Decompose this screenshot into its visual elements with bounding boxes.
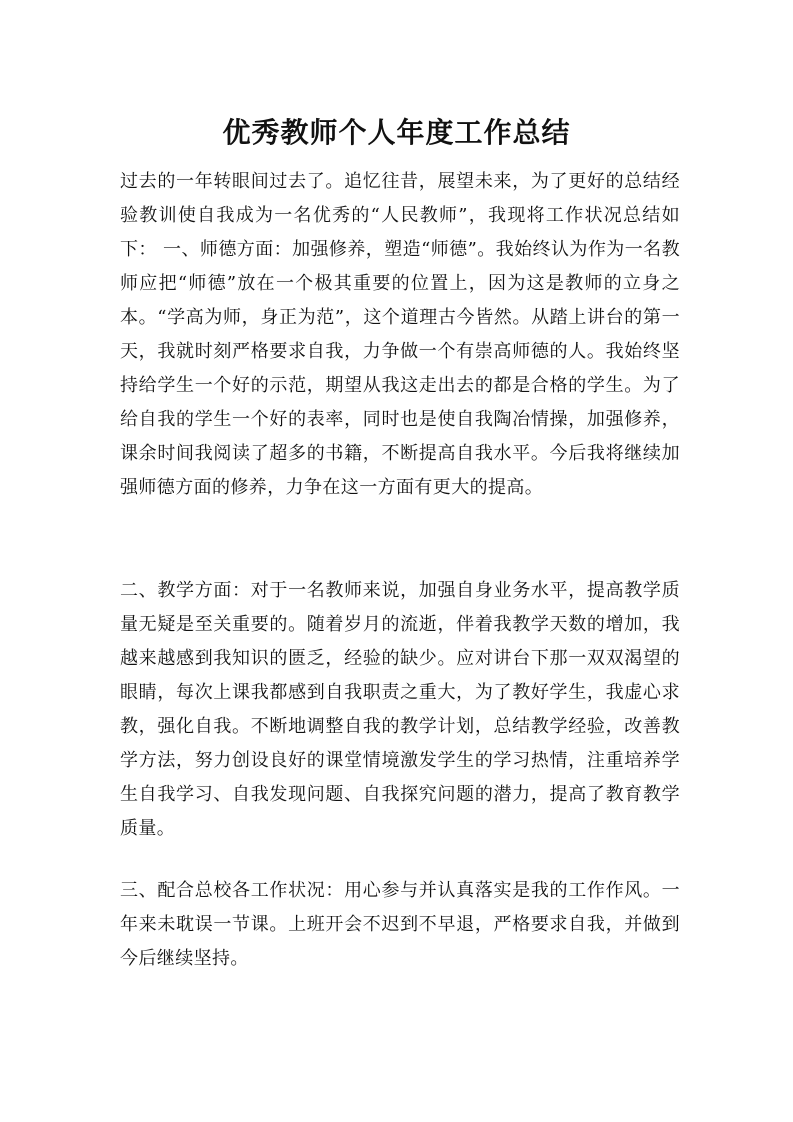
- paragraph-teaching: 二、教学方面：对于一名教师来说，加强自身业务水平，提高教学质量无疑是至关重要的。随着岁月的流逝，伴着我教学天数的增加，我越来越感到我知识的匮乏，经验的缺少。应对讲台下那一双双渴望的眼睛，每次上课我都感到自我职责之重大，为了教好学生，我虚心求教，强化自我。不断地调整自我的教学计划，总结教学经验，改善教学方法，努力创设良好的课堂情境激发学生的学习热情，注重培养学生自我学习、自我发现问题、自我探究问题的潜力，提高了教育教学质量。: [120, 580, 680, 839]
- paragraph-school-cooperation: 三、配合总校各工作状况：用心参与并认真落实是我的工作作风。一年来未耽误一节课。上班开会不迟到不早退，严格要求自我，并做到今后继续坚持。: [120, 880, 680, 969]
- paragraph-intro-teacher-ethics: 过去的一年转眼间过去了。追忆往昔，展望未来，为了更好的总结经验教训使自我成为一名优秀的“人民教师”，我现将工作状况总结如下： 一、师德方面：加强修养，塑造“师德”。我始终认为作为一名教师应把“师德”放在一个极其重要的位置上，因为这是教师的立身之本。“学高为师，身正为范”，这个道理古今皆然。从踏上讲台的第一天，我就时刻严格要求自我，力争做一个有崇高师德的人。我始终坚持给学生一个好的示范，期望从我这走出去的都是合格的学生。为了给自我的学生一个好的表率，同时也是使自我陶冶情操，加强修养，课余时间我阅读了超多的书籍，不断提高自我水平。今后我将继续加强师德方面的修养，力争在这一方面有更大的提高。: [120, 171, 680, 498]
- document-title: 优秀教师个人年度工作总结: [222, 115, 571, 149]
